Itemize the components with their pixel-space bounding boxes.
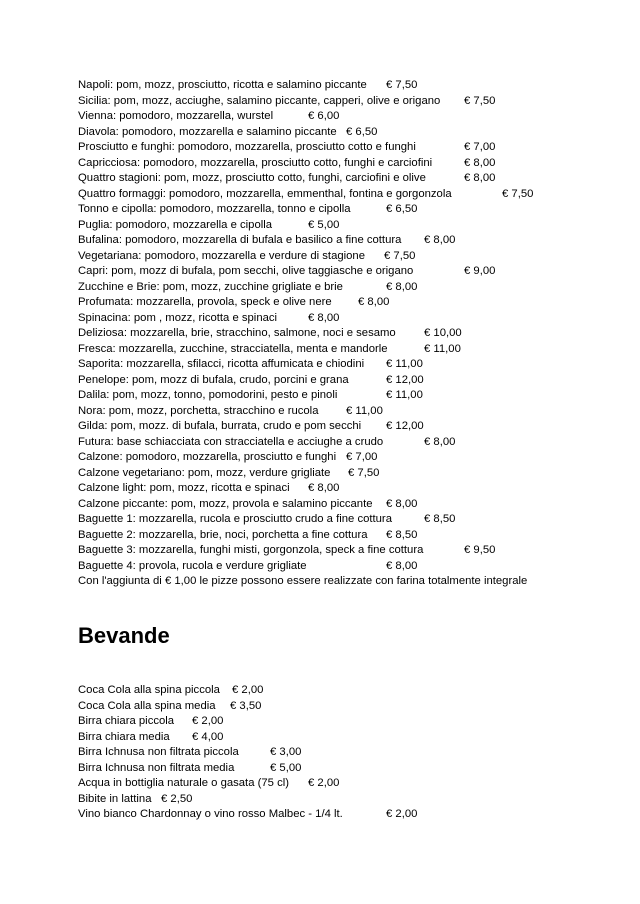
drink-item <box>78 745 302 761</box>
item-name: Quattro formaggi: pomodoro, mozzarella, emmenthal, fontina e gorgonzola <box>78 187 452 200</box>
item-price: € 8,00 <box>464 172 496 184</box>
item-name: Tonno e cipolla: pomodoro, mozzarella, tonno e cipolla <box>78 203 351 215</box>
item-name: Birra Ichnusa non filtrata piccola <box>78 746 239 758</box>
pizza-item <box>78 435 456 451</box>
item-price: € 5,00 <box>308 218 340 231</box>
item-name: Penelope: pom, mozz di bufala, crudo, porcini e grana <box>78 373 349 386</box>
item-price: € 6,50 <box>386 203 418 215</box>
item-name: Nora: pom, mozz, porchetta, stracchino e rucola <box>78 404 319 417</box>
pizza-item <box>78 109 340 125</box>
pizza-item <box>78 497 418 513</box>
drink-item <box>78 730 224 746</box>
item-name: Diavola: pomodoro, mozzarella e salamino piccante <box>78 125 337 138</box>
item-name: Vino bianco Chardonnay o vino rosso Malbec - 1/4 lt. <box>78 808 343 820</box>
item-name: Acqua in bottiglia naturale o gasata (75 cl) <box>78 777 290 789</box>
item-price: € 5,00 <box>270 761 302 774</box>
item-name: Profumata: mozzarella, provola, speck e olive nere <box>78 296 332 308</box>
item-name: Calzone: pomodoro, mozzarella, prosciutto e funghi <box>78 451 337 463</box>
item-price: € 2,00 <box>192 715 224 727</box>
pizza-item <box>78 125 378 141</box>
item-price: € 4,00 <box>192 730 224 743</box>
item-name: Fresca: mozzarella, zucchine, stracciatella, menta e mandorle <box>78 342 388 355</box>
item-price: € 7,50 <box>348 466 380 479</box>
item-name: Futura: base schiacciata con stracciatella e acciughe a crudo <box>78 435 384 448</box>
item-name: Bibite in lattina <box>78 792 152 805</box>
item-price: € 6,50 <box>346 125 378 138</box>
item-name: Birra chiara media <box>78 730 170 743</box>
item-name: Birra Ichnusa non filtrata media <box>78 761 235 774</box>
item-name: Prosciutto e funghi: pomodoro, mozzarella, prosciutto cotto e funghi <box>78 141 416 153</box>
drink-item <box>78 776 340 792</box>
pizza-item <box>78 342 461 358</box>
item-price: € 7,50 <box>464 94 496 107</box>
item-name: Capri: pom, mozz di bufala, pom secchi, olive taggiasche e origano <box>78 265 414 277</box>
pizza-item <box>78 140 496 156</box>
pizza-item <box>78 78 418 94</box>
item-price: € 8,00 <box>386 497 418 510</box>
item-price: € 8,00 <box>358 296 390 308</box>
item-price: € 3,00 <box>270 746 302 758</box>
item-price: € 12,00 <box>386 373 424 386</box>
item-price: € 8,50 <box>386 528 418 541</box>
item-price: € 2,50 <box>161 792 193 805</box>
pizza-item <box>78 249 416 265</box>
pizza-item <box>78 264 496 280</box>
item-price: € 7,50 <box>386 79 418 91</box>
pizza-item <box>78 326 462 342</box>
item-price: € 2,00 <box>308 777 340 789</box>
pizza-item <box>78 528 418 544</box>
pizza-item <box>78 481 340 497</box>
menu-note: Con l'aggiunta di € 1,00 le pizze possono essere realizzate con farina totalmente integrale <box>78 575 528 587</box>
item-price: € 9,00 <box>464 265 496 277</box>
item-name: Vienna: pomodoro, mozzarella, wurstel <box>78 110 274 122</box>
item-name: Sicilia: pom, mozz, acciughe, salamino piccante, capperi, olive e origano <box>78 94 441 107</box>
item-name: Baguette 3: mozzarella, funghi misti, gorgonzola, speck a fine cottura <box>78 544 424 556</box>
pizza-item <box>78 466 380 482</box>
drink-item <box>78 792 193 808</box>
drink-item <box>78 807 418 823</box>
drink-item <box>78 714 224 730</box>
pizza-item <box>78 404 383 420</box>
item-name: Calzone vegetariano: pom, mozz, verdure grigliate <box>78 466 331 479</box>
item-name: Saporita: mozzarella, sfilacci, ricotta affumicata e chiodini <box>78 358 365 370</box>
item-price: € 12,00 <box>386 420 424 432</box>
item-price: € 2,00 <box>386 808 418 820</box>
pizza-item <box>78 311 340 327</box>
pizza-item <box>78 94 496 110</box>
item-price: € 9,50 <box>464 544 496 556</box>
drink-item <box>78 683 264 699</box>
pizza-item <box>78 218 340 234</box>
item-price: € 7,00 <box>464 141 496 153</box>
item-name: Baguette 2: mozzarella, brie, noci, porchetta a fine cottura <box>78 528 368 541</box>
pizza-item <box>78 543 496 559</box>
item-price: € 6,00 <box>308 110 340 122</box>
pizza-item <box>78 280 418 296</box>
item-price: € 11,00 <box>386 389 423 401</box>
item-price: € 8,00 <box>424 234 456 246</box>
item-name: Bufalina: pomodoro, mozzarella di bufala e basilico a fine cottura <box>78 234 402 246</box>
item-price: € 7,50 <box>502 187 534 200</box>
item-price: € 11,00 <box>424 342 461 355</box>
item-name: Spinacina: pom , mozz, ricotta e spinaci <box>78 311 278 324</box>
item-name: Capricciosa: pomodoro, mozzarella, prosciutto cotto, funghi e carciofini <box>78 156 433 169</box>
item-price: € 11,00 <box>346 404 383 417</box>
item-name: Calzone piccante: pom, mozz, provola e salamino piccante <box>78 497 373 510</box>
item-price: € 2,00 <box>232 684 264 696</box>
item-price: € 8,00 <box>386 559 418 572</box>
pizza-item <box>78 559 418 575</box>
pizza-item <box>78 156 496 172</box>
pizza-item <box>78 450 378 466</box>
item-price: € 8,50 <box>424 513 456 525</box>
pizza-item <box>78 202 418 218</box>
item-price: € 8,00 <box>386 280 418 293</box>
item-name: Dalila: pom, mozz, tonno, pomodorini, pesto e pinoli <box>78 389 338 401</box>
drink-item <box>78 761 302 777</box>
item-name: Coca Cola alla spina media <box>78 699 216 712</box>
pizza-item <box>78 233 456 249</box>
pizza-item <box>78 419 424 435</box>
item-price: € 8,00 <box>424 435 456 448</box>
pizza-item <box>78 357 423 373</box>
pizza-item <box>78 295 390 311</box>
item-name: Baguette 4: provola, rucola e verdure grigliate <box>78 559 307 572</box>
item-price: € 3,50 <box>230 699 262 712</box>
item-name: Coca Cola alla spina piccola <box>78 684 220 696</box>
pizza-item <box>78 373 424 389</box>
section-title-bevande: Bevande <box>78 623 170 648</box>
item-price: € 8,00 <box>308 311 340 324</box>
item-price: € 8,00 <box>464 156 496 169</box>
drink-item <box>78 699 262 715</box>
item-price: € 7,50 <box>384 249 416 262</box>
pizza-item <box>78 187 534 203</box>
item-price: € 11,00 <box>386 358 423 370</box>
item-name: Quattro stagioni: pom, mozz, prosciutto cotto, funghi, carciofini e olive <box>78 172 426 184</box>
item-price: € 10,00 <box>424 327 462 339</box>
item-name: Deliziosa: mozzarella, brie, stracchino, salmone, noci e sesamo <box>78 327 396 339</box>
item-price: € 7,00 <box>346 451 378 463</box>
pizza-item <box>78 388 423 404</box>
item-name: Zucchine e Brie: pom, mozz, zucchine grigliate e brie <box>78 280 343 293</box>
item-name: Puglia: pomodoro, mozzarella e cipolla <box>78 218 273 231</box>
item-name: Gilda: pom, mozz. di bufala, burrata, crudo e pom secchi <box>78 420 362 432</box>
item-price: € 8,00 <box>308 482 340 494</box>
pizza-item <box>78 171 496 187</box>
pizza-item <box>78 512 456 528</box>
item-name: Baguette 1: mozzarella, rucola e prosciutto crudo a fine cottura <box>78 513 392 525</box>
item-name: Napoli: pom, mozz, prosciutto, ricotta e salamino piccante <box>78 79 367 91</box>
item-name: Birra chiara piccola <box>78 715 175 727</box>
item-name: Calzone light: pom, mozz, ricotta e spinaci <box>78 482 290 494</box>
item-name: Vegetariana: pomodoro, mozzarella e verdure di stagione <box>78 249 365 262</box>
